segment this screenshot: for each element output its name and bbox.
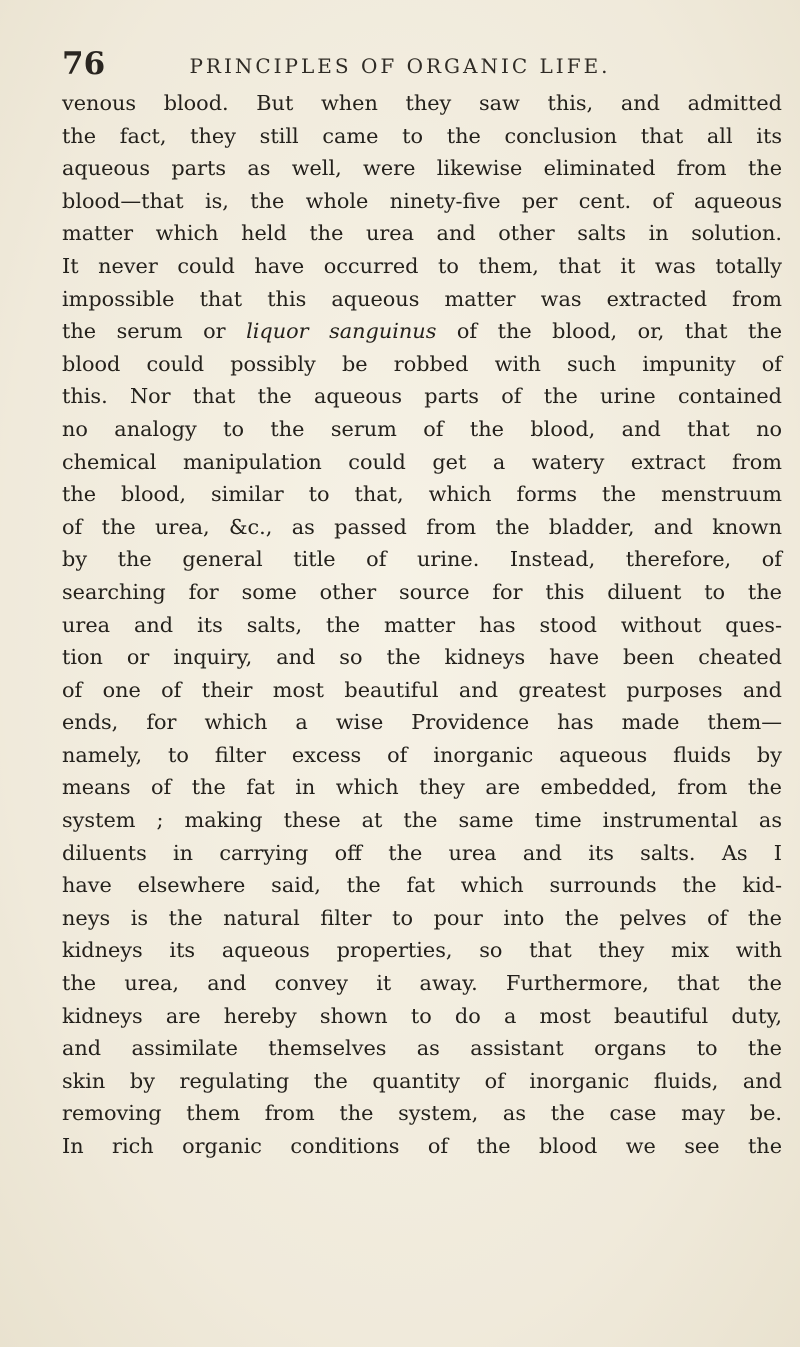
text-segment: the serum or	[62, 319, 247, 344]
text-line: impossible that this aqueous matter was extracted from	[62, 286, 782, 311]
text-line: It never could have occurred to them, that it was totally	[62, 253, 782, 278]
running-head: PRINCIPLES OF ORGANIC LIFE.	[189, 54, 611, 78]
text-line: kidneys its aqueous properties, so that they mix with	[62, 938, 782, 963]
text-line: matter which held the urea and other salts in solution.	[62, 221, 782, 246]
text-line: and assimilate themselves as assistant organs to the	[62, 1036, 782, 1061]
text-line: have elsewhere said, the fat which surrounds the kid-	[62, 873, 782, 898]
text-line	[62, 315, 782, 348]
text-line: ends, for which a wise Providence has made them—	[62, 710, 782, 735]
text-line: system ; making these at the same time instrumental as	[62, 808, 782, 833]
text-line: of one of their most beautiful and greatest purposes and	[62, 677, 782, 702]
text-line: blood could possibly be robbed with such impunity of	[62, 351, 782, 376]
text-line: skin by regulating the quantity of inorganic fluids, and	[62, 1068, 782, 1093]
text-line: blood—that is, the whole ninety-five per cent. of aqueous	[62, 188, 782, 213]
text-line: the fact, they still came to the conclusion that all its	[62, 123, 782, 148]
text-line: In rich organic conditions of the blood we see the	[62, 1134, 782, 1158]
body-text	[62, 87, 782, 1163]
text-line: by the general title of urine. Instead, therefore, of	[62, 547, 782, 572]
text-line: means of the fat in which they are embedded, from the	[62, 775, 782, 800]
text-line: namely, to filter excess of inorganic aqueous fluids by	[62, 742, 782, 767]
text-segment: of the blood, or, that the	[436, 319, 783, 344]
text-line: the urea, and convey it away. Furthermore, that the	[62, 971, 782, 996]
text-line: chemical manipulation could get a watery extract from	[62, 449, 782, 474]
page-number: 76	[62, 46, 106, 82]
text-line: kidneys are hereby shown to do a most beautiful duty,	[62, 1003, 782, 1028]
text-line: searching for some other source for this diluent to the	[62, 579, 782, 604]
italic-term: liquor sanguinus	[246, 319, 437, 344]
text-line: of the urea, &c., as passed from the bladder, and known	[62, 514, 782, 539]
text-line: this. Nor that the aqueous parts of the urine contained	[62, 384, 782, 409]
text-line: venous blood. But when they saw this, and admitted	[62, 91, 782, 115]
page-header	[0, 44, 800, 84]
text-line: aqueous parts as well, were likewise eliminated from the	[62, 156, 782, 181]
text-line: no analogy to the serum of the blood, and that no	[62, 416, 782, 441]
text-line: removing them from the system, as the case may be.	[62, 1101, 782, 1126]
text-line: urea and its salts, the matter has stood without ques-	[62, 612, 782, 637]
text-line: diluents in carrying off the urea and its salts. As I	[62, 840, 782, 865]
text-line: neys is the natural filter to pour into the pelves of the	[62, 905, 782, 930]
text-line: tion or inquiry, and so the kidneys have been cheated	[62, 645, 782, 670]
text-line: the blood, similar to that, which forms the menstruum	[62, 482, 782, 507]
